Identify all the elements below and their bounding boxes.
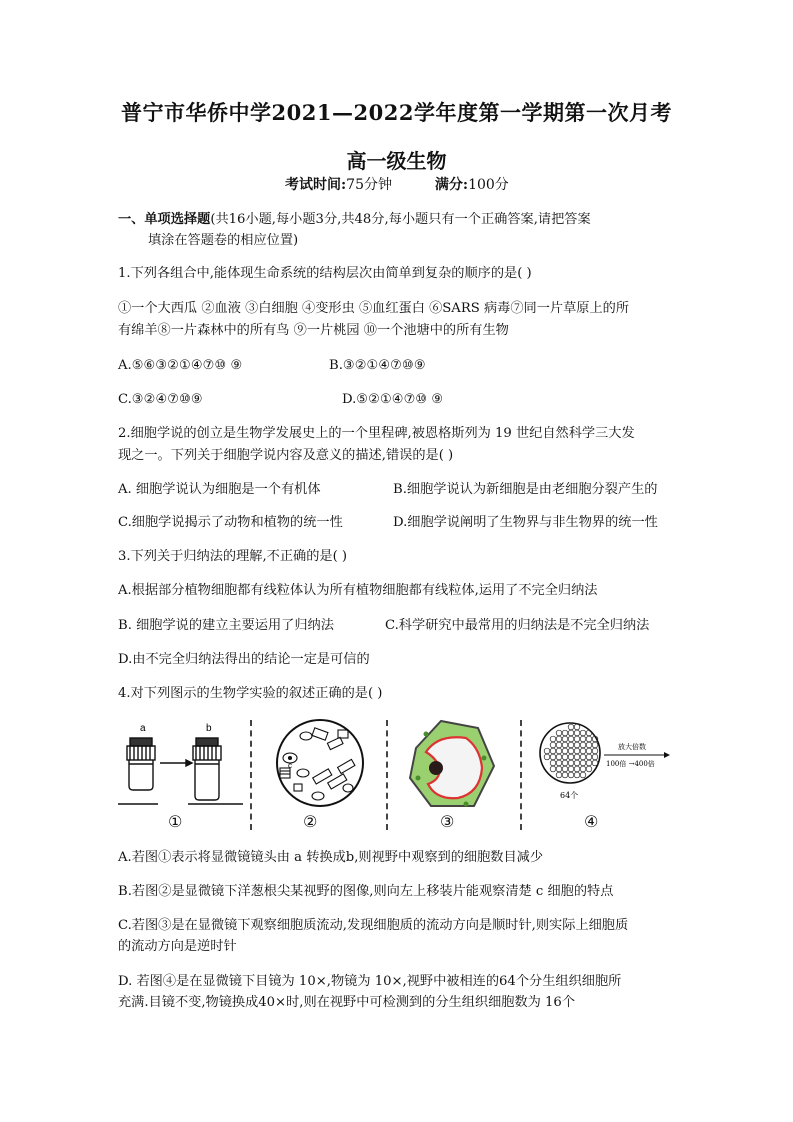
figure-4-label: ④: [584, 812, 599, 831]
question-3-option-b[interactable]: B. 细胞学说的建立主要运用了归纳法: [118, 618, 334, 633]
question-1-option-b[interactable]: B.③②①④⑦⑩⑨: [329, 358, 426, 373]
page-title: 普宁市华侨中学2021—2022学年度第一学期第一次月考: [121, 100, 672, 125]
page-subtitle: 高一级生物: [346, 149, 447, 173]
question-3-option-a[interactable]: A.根据部分植物细胞都有线粒体认为所有植物细胞都有线粒体,运用了不完全归纳法: [118, 583, 598, 598]
figure-1-label: ①: [168, 812, 183, 831]
question-2-stem: 现之一。下列关于细胞学说内容及意义的描述,错误的是( ): [118, 448, 454, 463]
figure-2-label: ②: [303, 812, 318, 831]
question-1-option-a[interactable]: A.⑤⑥③②①④⑦⑩ ⑨: [118, 358, 243, 373]
figure-4-field-view: [538, 718, 678, 813]
exam-meta: [285, 174, 509, 194]
question-1-stem: 1.下列各组合中,能体现生命系统的结构层次由简单到复杂的顺序的是( ): [118, 266, 532, 281]
lens-a-label: a: [140, 723, 146, 734]
section-header: [118, 209, 591, 230]
question-1-option-c[interactable]: C.③②④⑦⑩⑨: [118, 392, 203, 407]
question-1-items: ①一个大西瓜 ②血液 ③白细胞 ④变形虫 ⑤血红蛋白 ⑥SARS 病毒⑦同一片草原上的所: [118, 301, 630, 316]
question-2-option-c[interactable]: C.细胞学说揭示了动物和植物的统一性: [118, 515, 343, 530]
cell-count-label: 64个: [560, 791, 579, 800]
lens-b-label: b: [206, 723, 212, 734]
question-2-option-b[interactable]: B.细胞学说认为新细胞是由老细胞分裂产生的: [393, 482, 658, 497]
cell-c-label: c: [288, 761, 292, 770]
question-4-option-d[interactable]: D. 若图④是在显微镜下目镜为 10×,物镜为 10×,视野中被相连的64个分生组织细胞所: [118, 974, 622, 989]
section-heading: 一、单项选择题: [118, 212, 211, 227]
score-value: 100分: [468, 177, 509, 193]
figure-3-label: ③: [440, 812, 455, 831]
figure-divider: [386, 720, 389, 830]
section-instructions-1: (共16小题,每小题3分,共48分,每小题只有一个正确答案,请把答案: [210, 212, 591, 227]
question-3-stem: 3.下列关于归纳法的理解,不正确的是( ): [118, 549, 348, 564]
question-3-option-c[interactable]: C.科学研究中最常用的归纳法是不完全归纳法: [385, 618, 650, 633]
question-1-option-d[interactable]: D.⑤②①④⑦⑩ ⑨: [342, 392, 444, 407]
question-4-option-b[interactable]: B.若图②是显微镜下洋葱根尖某视野的图像,则向左上移装片能观察清楚 c 细胞的特点: [118, 884, 614, 899]
question-3-option-d[interactable]: D.由不完全归纳法得出的结论一定是可信的: [118, 652, 370, 667]
figure-2-root-tip-view: [258, 718, 388, 808]
figure-1-lens-diagram: [118, 716, 253, 811]
figure-3-plant-cell: [396, 718, 511, 813]
figure-divider: [250, 720, 253, 830]
figure-strip: [118, 716, 678, 836]
time-label: 考试时间:: [285, 177, 347, 193]
section-instructions-2: 填涂在答题卷的相应位置): [148, 233, 299, 248]
magnification-values: 100倍 →400倍: [606, 760, 655, 768]
question-2-option-d[interactable]: D.细胞学说阐明了生物界与非生物界的统一性: [393, 515, 658, 530]
question-4-option-a[interactable]: A.若图①表示将显微镜镜头由 a 转换成b,则视野中观察到的细胞数目减少: [118, 850, 544, 865]
question-4-option-c[interactable]: C.若图③是在显微镜下观察细胞质流动,发现细胞质的流动方向是顺时针,则实际上细胞质: [118, 918, 629, 933]
question-2-stem: 2.细胞学说的创立是生物学发展史上的一个里程碑,被恩格斯列为 19 世纪自然科学三大发: [118, 426, 635, 441]
time-value: 75分钟: [346, 177, 392, 193]
question-4-option-c-cont: 的流动方向是逆时针: [118, 939, 237, 954]
magnification-arrow-label: 放大倍数: [618, 743, 646, 751]
question-4-option-d-cont: 充满.目镜不变,物镜换成40×时,则在视野中可检测到的分生组织细胞数为 16个: [118, 995, 576, 1010]
question-1-items: 有绵羊⑧一片森林中的所有鸟 ⑨一片桃园 ⑩一个池塘中的所有生物: [118, 323, 509, 338]
figure-divider: [520, 720, 523, 830]
question-4-stem: 4.对下列图示的生物学实验的叙述正确的是( ): [118, 686, 383, 701]
score-label: 满分:: [434, 177, 469, 193]
question-2-option-a[interactable]: A. 细胞学说认为细胞是一个有机体: [118, 482, 321, 497]
